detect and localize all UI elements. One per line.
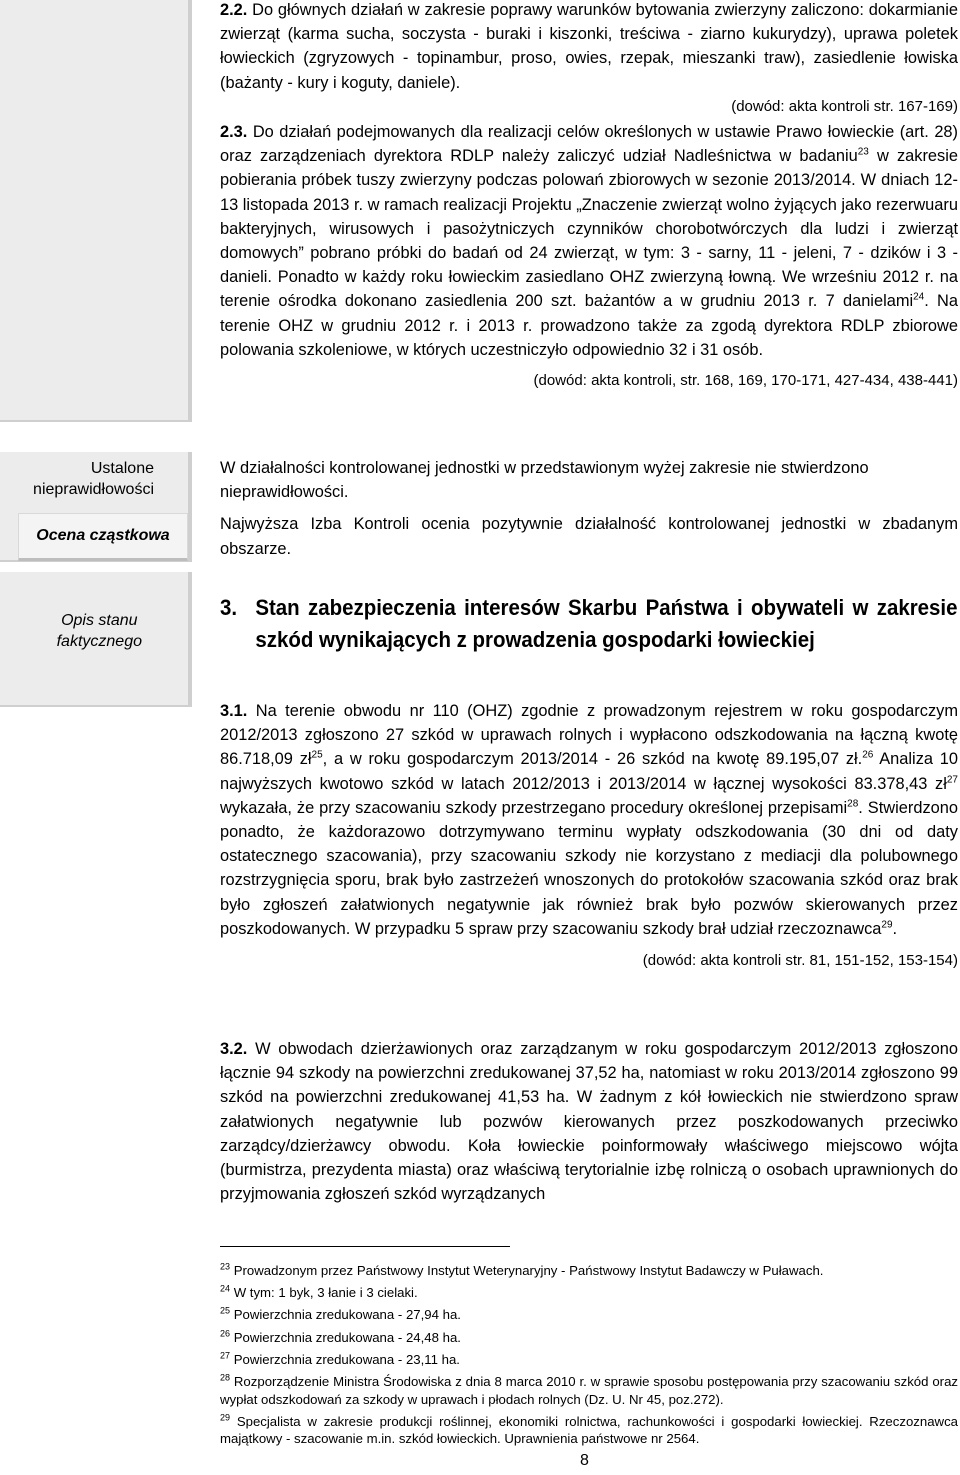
findings-block xyxy=(220,456,958,561)
page-number: 8 xyxy=(580,1452,589,1469)
footnote-ref: 28 xyxy=(847,798,859,810)
evidence-ref: (dowód: akta kontroli, str. 168, 169, 170-171, 427-434, 438-441) xyxy=(533,372,958,390)
facts-label: Opis stanu faktycznego xyxy=(56,612,142,650)
footnote-separator xyxy=(220,1246,510,1247)
footnote-ref: 26 xyxy=(862,749,874,761)
section-3-2: 3.2. W obwodach dzierżawionych oraz zarządzanym w roku gospodarczym 2012/2013 zgłoszono łącznie 94 szkody na powierzchni zredukowanej 37,52 ha, natomiast w roku 2013/2014 zgłoszono 99 szkód na powierzchni zredukowanej 41,53 ha. W żadnym z kół łowieckich nie stwierdzono spraw załatwionych negatywnie lub pozwów kierowanych przez poszkodowanych przeciwko zarządcy/dzierżawcy obwodu. Koła łowieckie poinformowały właściwego miejscowo wójta (burmistrza, prezydenta miasta) oraz właściwą terytorialnie izbę rolniczą o osobach uprawnionych do przyjmowania zgłoszeń szkód wyrządzanych xyxy=(220,1040,958,1204)
section-text: Do głównych działań w zakresie poprawy warunków bytowania zwierzyny zaliczono: dokarmianie zwierząt (karma sucha, soczysta - buraki i kiszonki, treściwa - ziarno kukurydzy), uprawa poletek łowieckich (zgryzowych - topinambur, proso, owies, rzepak, mieszanki traw), zasiedlenie łowiska (bażanty - kury i koguty, daniele). xyxy=(220,1,958,92)
footnote: $^{29}$ Specjalista w zakresie produkcji roślinnej, ekonomiki rolnictwa, rachunkowości i gospodarki łowieckiej. Rzeczoznawca majątkowy - szacowanie m.in. szkód łowieckich. Uprawnienia państwowe nr 2564. xyxy=(220,1412,958,1447)
footnote-ref: 25 xyxy=(311,749,323,761)
evidence-ref: (dowód: akta kontroli str. 81, 151-152, 153-154) xyxy=(642,952,958,970)
footnote: $^{25}$ Powierzchnia zredukowana - 27,94 ha. xyxy=(220,1305,461,1323)
footnote: $^{28}$ Rozporządzenie Ministra Środowiska z dnia 8 marca 2010 r. w sprawie sposobu postępowania przy szacowaniu szkód oraz wypłat odszkodowań za szkody w uprawach i płodach rolnych (Dz. U. Nr 45, poz.272). xyxy=(220,1372,958,1407)
chapter-number: 3. xyxy=(220,595,238,620)
chapter-title: Stan zabezpieczenia interesów Skarbu Państwa i obywateli w zakresie szkód wynikających z prowadzenia gospodarki łowieckiej xyxy=(255,595,958,652)
footnote-ref: 27 xyxy=(946,774,958,786)
section-3-1: 3.1. Na terenie obwodu nr 110 (OHZ) zgodnie z prowadzonym rejestrem w roku gospodarczym 2012/2013 zgłoszono 27 szkód w uprawach rolnych i wypłacono odszkodowania na łączną kwotę 86.718,09 $zł^{25}$, a w roku gospodarczym 2013/2014 - 26 szkód na kwotę 89.195,07 zł.$^{26}$ Analiza 10 najwyższych kwotowo szkód w latach 2012/2013 i 2013/2014 w łącznej wysokości 83.378,43 $zł^{27}$ wykazała, że przy szacowaniu szkody przestrzegano procedury określonej przepisami$^{28}$. Stwierdzono ponadto, że każdorazowo dotrzymywano terminu wypłaty odszkodowania (30 dni od daty ostatecznego szacowania), przy szacowaniu szkody nie korzystano z mediacji dla polubownego rozstrzygnięcia sporu, brak było zastrzeżeń wnoszonych do protokołów szacowania szkód oraz brak było zgłoszeń załatwionych negatywnie jak również brak było pozwów skierowanych przez poszkodowanych. W przypadku 5 spraw przy szacowaniu szkody brał udział rzeczoznawca$^{29}$. (dowód: akta kontroli str. 81, 151-152, 153-154) xyxy=(220,699,958,973)
footnote: $^{27}$ Powierzchnia zredukowana - 23,11 ha. xyxy=(220,1350,460,1367)
section-number: 3.1. xyxy=(220,702,248,720)
footnotes xyxy=(220,1262,958,1453)
rating-text: Najwyższa Izba Kontroli ocenia pozytywnie działalność kontrolowanej jednostki w zbadanym obszarze. xyxy=(220,515,958,558)
section-number: 2.2. xyxy=(220,1,248,19)
evidence-ref: (dowód: akta kontroli str. 167-169) xyxy=(731,97,958,115)
section-2-2 xyxy=(220,0,958,119)
section-number: 3.2. xyxy=(220,1040,248,1058)
section-2-3: 2.3. Do działań podejmowanych dla realizacji celów określonych w ustawie Prawo łowieckie (art. 28) oraz zarządzeniach dyrektora RDLP należy zaliczyć udział Nadleśnictwa w badaniu$^{23}$ w zakresie pobierania próbek tuszy zwierzyny podczas polowań zbiorowych w sezonie 2013/2014. W dniach 12-13 listopada 2013 r. w ramach realizacji Projektu „Znaczenie zwierząt wolno żyjących jako rezerwuaru bakteryjnych, wirusowych i pasożytniczych czynników chorobotwórczych dla ludzi i zwierząt domowych” pobrano próbki do badań od 24 zwierząt, w tym: 3 - sarny, 11 - jeleni, 7 - dzików i 3 - danieli. Ponadto w każdy roku łowieckim zasiedlano OHZ zwierzyną łowną. We wrześniu 2012 r. na terenie ośrodka dokonano zasiedlenia 200 szt. bażantów a w grudniu 2013 r. 7 danielami$^{24}$. Na terenie OHZ w grudniu 2012 r. i 2013 r. prowadzono także za zgodą dyrektora RDLP zbiorowe polowania szkoleniowe, w których uczestniczyło odpowiednio 32 i 31 osób. (dowód: akta kontroli, str. 168, 169, 170-171, 427-434, 438-441) xyxy=(220,120,958,393)
sidebar-shade-facts xyxy=(0,572,192,707)
footnote: $^{23}$ Prowadzonym przez Państwowy Instytut Weterynaryjny - Państwowy Instytut Badawczy w Puławach. xyxy=(220,1261,824,1278)
footnote-ref: 24 xyxy=(913,291,925,303)
partial-rating-box xyxy=(18,513,188,561)
footnote: $^{26}$ Powierzchnia zredukowana - 24,48 ha. xyxy=(220,1328,461,1345)
footnote: $^{24}$ W tym: 1 byk, 3 łanie i 3 cielaki. xyxy=(220,1283,418,1301)
section-number: 2.3. xyxy=(220,123,248,141)
footnote-ref: 23 xyxy=(857,146,869,158)
irregularities-text: W działalności kontrolowanej jednostki w przedstawionym wyżej zakresie nie stwierdzono nieprawidłowości. xyxy=(220,459,869,502)
established-label: Ustalone nieprawidłowości xyxy=(33,460,154,498)
sidebar-shade-top xyxy=(0,0,192,422)
footnote-ref: 29 xyxy=(881,919,893,931)
partial-rating-label: Ocena cząstkowa xyxy=(36,527,170,544)
